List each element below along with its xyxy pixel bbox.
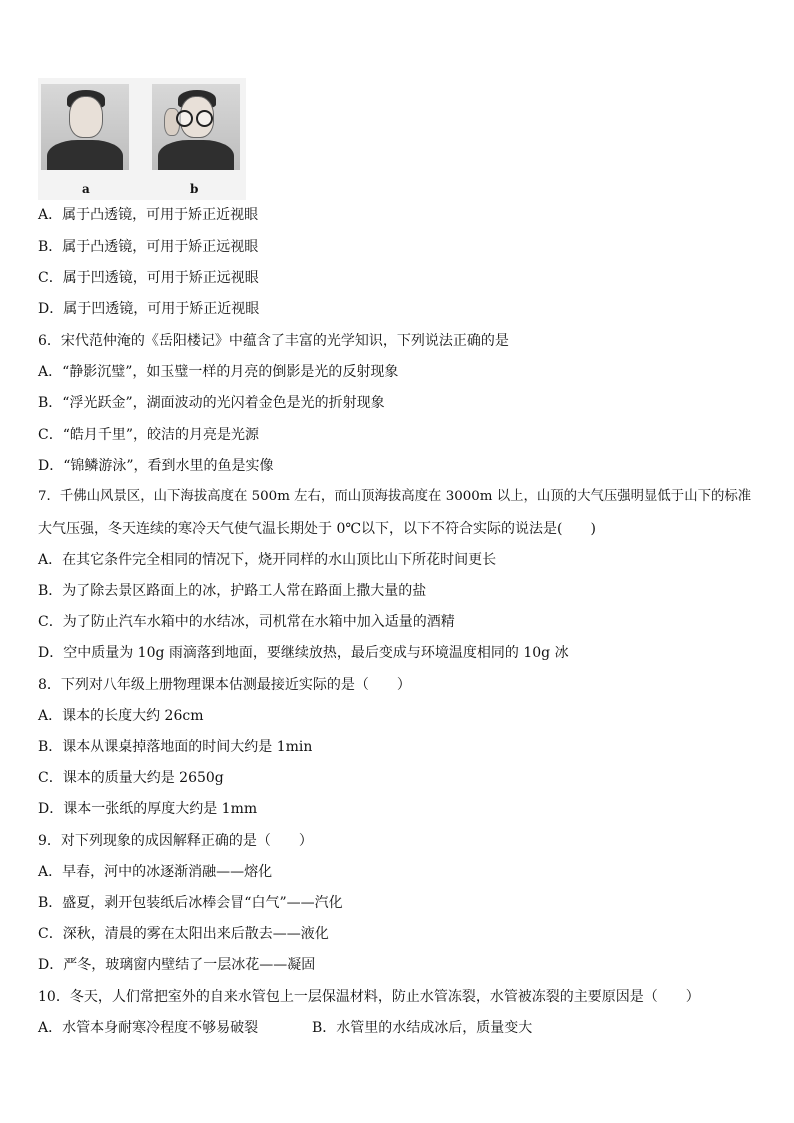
q6-option-b: B．“浮光跃金”，湖面波动的光闪着金色是光的折射现象 [38, 395, 385, 411]
q6-option-a: A．“静影沉璧”，如玉璧一样的月亮的倒影是光的反射现象 [38, 364, 399, 380]
q5-option-b: B．属于凸透镜，可用于矫正远视眼 [38, 239, 259, 255]
q6-stem: 6．宋代范仲淹的《岳阳楼记》中蕴含了丰富的光学知识，下列说法正确的是 [38, 333, 509, 349]
q8-option-d: D．课本一张纸的厚度大约是 1mm [38, 801, 258, 817]
q9-stem: 9．对下列现象的成因解释正确的是（ ） [38, 833, 313, 849]
q9-option-c: C．深秋，清晨的雾在太阳出来后散去——液化 [38, 926, 329, 942]
q7-option-a: A．在其它条件完全相同的情况下，烧开同样的水山顶比山下所花时间更长 [38, 552, 497, 568]
q5-option-a: A．属于凸透镜，可用于矫正近视眼 [38, 207, 259, 223]
photo-label-a: a [82, 182, 90, 196]
q10-option-b: B．水管里的水结成冰后，质量变大 [312, 1020, 533, 1036]
q8-option-c: C．课本的质量大约是 2650g [38, 770, 224, 786]
photo-b-man-holding-glasses [152, 84, 240, 170]
q9-option-d: D．严冬，玻璃窗内壁结了一层冰花——凝固 [38, 957, 316, 973]
q7-stem-line-2: 大气压强，冬天连续的寒冷天气使气温长期处于 0℃以下，以下不符合实际的说法是( ) [38, 521, 596, 537]
photo-label-b: b [190, 182, 199, 196]
glasses-lens-icon [176, 110, 193, 127]
glasses-photo-figure [38, 78, 246, 200]
q7-option-d: D．空中质量为 10g 雨滴落到地面，要继续放热，最后变成与环境温度相同的 10g 冰 [38, 645, 569, 661]
q8-option-a: A．课本的长度大约 26cm [38, 708, 204, 724]
photo-a-man-without-glasses [41, 84, 129, 170]
q10-stem: 10．冬天，人们常把室外的自来水管包上一层保温材料，防止水管冻裂，水管被冻裂的主要原因是（ ） [38, 989, 700, 1005]
q6-option-d: D．“锦鳞游泳”，看到水里的鱼是实像 [38, 458, 274, 474]
q5-option-c: C．属于凹透镜，可用于矫正远视眼 [38, 270, 259, 286]
q8-option-b: B．课本从课桌掉落地面的时间大约是 1min [38, 739, 313, 755]
face-shape [69, 96, 103, 138]
q6-option-c: C．“皓月千里”，皎洁的月亮是光源 [38, 427, 260, 443]
q7-option-b: B．为了除去景区路面上的冰，护路工人常在路面上撒大量的盐 [38, 583, 427, 599]
q5-option-d: D．属于凹透镜，可用于矫正近视眼 [38, 301, 260, 317]
q7-stem-line-1: 7．千佛山风景区，山下海拔高度在 500m 左右，而山顶海拔高度在 3000m 以上，山顶的大气压强明显低于山下的标准 [38, 489, 752, 504]
q8-stem: 8．下列对八年级上册物理课本估测最接近实际的是（ ） [38, 677, 411, 693]
shoulders-shape [158, 140, 234, 170]
glasses-lens-icon [196, 110, 213, 127]
q9-option-b: B．盛夏，剥开包装纸后冰棒会冒“白气”——汽化 [38, 895, 343, 911]
q10-option-a: A．水管本身耐寒冷程度不够易破裂 [38, 1020, 259, 1036]
q9-option-a: A．早春，河中的冰逐渐消融——熔化 [38, 864, 273, 880]
q7-option-c: C．为了防止汽车水箱中的水结冰，司机常在水箱中加入适量的酒精 [38, 614, 455, 630]
shoulders-shape [47, 140, 123, 170]
